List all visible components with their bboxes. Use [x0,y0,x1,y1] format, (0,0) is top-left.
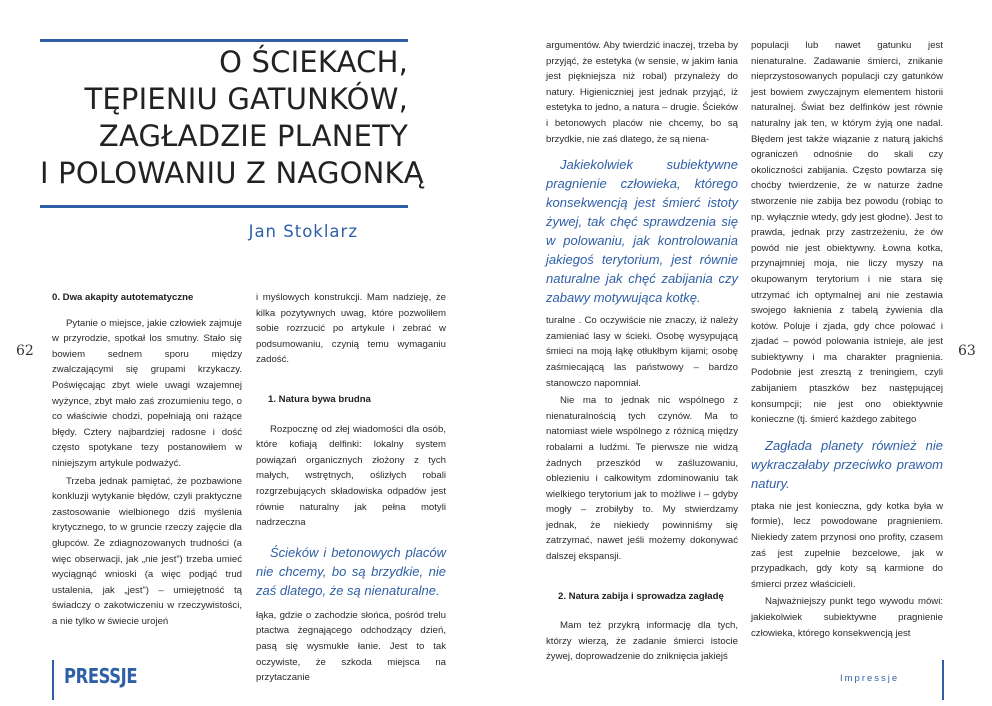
paragraph: populacji lub nawet gatunku jest nienaturalne. Zadawanie śmierci, znikanie nieprzystosowanych populacji czy gatunków jest bowiem zwyczajnym elementem historii naturalnej. Świat bez delfinków jest równie naturalny jak ten, w którym żyją one nadal. Błędem jest także wiązanie z naturą jakichś ograniczeń odnośnie do skali czy okoliczności zabijania. Często powtarza się choćby twierdzenie, że w naturze żadne stworzenie nie zabija bez powodu (robiąc to np. wyłącznie wtedy, gdy jest głodne). Jest to prawda, jednak przy zastrzeżeniu, że ów powód nie jest obiektywny. Łowna kotka, przynajmniej moja, nie liczy myszy na okupowanym terytorium i nie stara się utrzymać ich optymalnej ani nie zestawia swojego łaknienia z tabelą żywienia dla kotów. Poluje i zjada, gdy chce polować i zjadać – powód polowania istnieje, ale jest subiektywny i ma charakter pragnienia. Podobnie jest zresztą z treningiem, czyli zabijaniem ptaszków bez następującej konsumpcji; nie jest ono obiektywnie konieczne (tj. śmierć każdego zabitego [751,40,943,426]
paragraph: turalne . Co oczywiście nie znaczy, iż należy zamieniać lasy w ścieki. Osobę wysypującą śmieci na moją łąkę otłukłbym kijami; osobę zaśmiecającą las państwowy – bardzo stanowczo napomniał. [546,315,738,389]
column-4 [751,38,943,641]
paragraph: Nie ma to jednak nic wspólnego z nienaturalnością tych czynów. Ma to natomiast wiele wspólnego z różnicą między robalami a ludźmi. Te pierwsze nie widzą żadnych przeszkód w zaśluzowaniu, oblezieniu i całkowitym zdominowaniu tak wielkiego terytorium jak to możliwe i – gdyby mogły – zrobiłyby to. My stwierdzamy jednak, że niekiedy powinniśmy się zatrzymać, nawet jeśli możemy dokonywać dalszej ekspansji. [546,395,738,563]
paragraph: i myślowych konstrukcji. Mam nadzieję, że kilka pozytywnych uwag, które pozwoliłem sobie rozrzucić po artykule i zebrać w podsumowaniu, czynią temu wymaganiu zadość. [256,292,446,366]
pull-quote: Jakiekolwiek subiektywne pragnienie człowieka, którego konsekwencją jest śmierć istoty żywej, tak chęć sprawdzenia się w polowaniu, jak kontrolowania jakiegoś terytorium, jest równie naturalne jak chęć zabijania czy zabawy motywująca kotkę. [546,157,738,306]
pressje-logo: PRESSJE [64,664,138,688]
title-line-4: I POLOWANIU Z NAGONKĄ [40,156,424,190]
paragraph: Trzeba jednak pamiętać, że pozbawione konkluzji wytykanie błędów, czyli praktyczne zastosowanie wielbionego dziś myślenia krytycznego, to w gruncie rzeczy zajęcie dla głupców. Ze zdiagnozowanych trudności (a więc obserwacji, jak „nie jest”) trzeba umieć wyciągnąć wnioski (a więc podjąć trud ustalenia, jak „jest”) – umiejętność tą świadczy o zakotwiczeniu w rzeczywistości, a nie tylko w świecie urojeń [52,475,242,627]
footer-section-label: Impressje [840,673,900,684]
paragraph: łąka, gdzie o zachodzie słońca, pośród trelu ptactwa żegnającego odchodzący dzień, pasą się wysmukłe łanie. Jest to tak oczywiste, że szkoda miejsca na przytaczanie [256,609,446,684]
pull-quote: Zagłada planety również nie wykraczałaby przeciwko prawom natury. [751,437,943,491]
article-title [40,44,424,192]
page-number-left: 62 [16,343,34,359]
title-line-1: O ŚCIEKACH, [219,45,408,79]
footer-left-bar [52,660,54,700]
section-heading-2: 2. Natura zabija i sprowadza zagładę [558,590,724,602]
column-3 [546,38,738,665]
paragraph: ptaka nie jest konieczna, gdy kotka była w formie), lecz powodowane pragnieniem. Niekiedy zatem przynosi ono profity, czasem zaś jest zupełnie bezcelowe, jak w przypadkach, gdy koty są karmione do śmierci przez właścicieli. [751,500,943,590]
title-top-rule [40,39,408,42]
section-heading-0: 0. Dwa akapity autotematyczne [52,292,194,303]
paragraph: Pytanie o miejsce, jakie człowiek zajmuje w przyrodzie, spotkał los smutny. Stało się bowiem sednem sporu między zwalczającymi się grupami krzykaczy. Poświęcając zbyt wiele uwagi wzajemnej wyżynce, zbyt mało zaś zrozumieniu tego, o co właściwie chodzi, popełniają oni rażące błędy. Cztery najbardziej radosne i dość często spotykane tezy postanowiłem w niniejszym artykule podważyć. [52,317,242,469]
paragraph: Rozpocznę od złej wiadomości dla osób, które kofiają delfinki: lokalny system powiązań organicznych złożony z tych małych, wstrętnych, oślizłych robali rozgrzebujących składowiska odpadów jest równie naturalny jak pełna motyli nadrzeczna [256,423,446,529]
pull-quote: Ścieków i betonowych placów nie chcemy, bo są brzydkie, nie zaś dlatego, że są nienaturalne. [256,544,446,598]
author-name: Jan Stoklarz [248,222,358,241]
paragraph: argumentów. Aby twierdzić inaczej, trzeba by przyjąć, że estetyka (w sensie, w jakim łania jest piękniejsza niż robal) przynależy do natury. Higieniczniej jest jednak przyjąć, iż estetyka to jedno, a natura – drugie. Ścieków i betonowych placów nie chcemy, bo są brzydkie, nie zaś dlatego, że są niena- [546,40,738,145]
section-heading-1: 1. Natura bywa brudna [268,393,371,405]
column-1 [52,290,242,629]
column-2 [256,290,446,686]
page-number-right: 63 [958,343,976,359]
paragraph: Mam też przykrą informację dla tych, którzy wierzą, że zadanie śmierci istocie żywej, doprowadzenie do zniknięcia jakiejś [546,620,738,663]
paragraph: Najważniejszy punkt tego wywodu mówi: jakiekolwiek subiektywne pragnienie człowieka, którego konsekwencją jest [751,596,943,639]
title-line-2: TĘPIENIU GATUNKÓW, [84,82,408,116]
footer-right-bar [942,660,944,700]
title-bottom-rule [40,205,408,208]
title-line-3: ZAGŁADZIE PLANETY [98,119,408,153]
